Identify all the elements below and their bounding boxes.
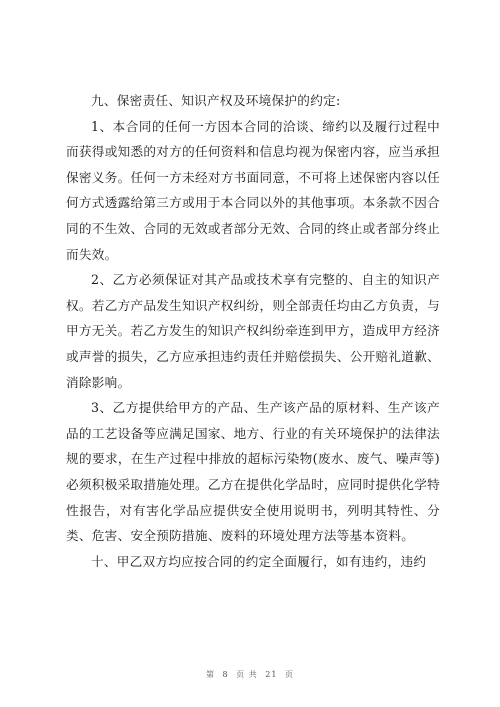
- footer-middle: 页 共: [236, 670, 258, 679]
- document-body: [66, 88, 440, 574]
- paragraph-1: 1、本合同的任何一方因本合同的洽谈、缔约以及履行过程中而获得或知悉的对方的任何资料和信息均视为保密内容，应当承担保密义务。任何一方未经对方书面同意，不可将上述保密内容以任何方式透露给第三方或用于本合同以外的其他事项。本条款不因合同的不生效、合同的无效或者部分无效、合同的终止或者部分终止而失效。: [66, 118, 440, 262]
- footer-prefix: 第: [205, 670, 215, 679]
- paragraph-4: 十、甲乙双方均应按合同的约定全面履行，如有违约，违约: [91, 553, 427, 569]
- page-footer: [0, 669, 500, 680]
- paragraph-3: 3、乙方提供给甲方的产品、生产该产品的原材料、生产该产品的工艺设备等应满足国家、地方、行业的有关环境保护的法律法规的要求，在生产过程中排放的超标污染物(废水、废气、噪声等)必须积极采取措施处理。乙方在提供化学品时，应同时提供化学特性报告，对有害化学品应提供安全使用说明书，列明其特性、分类、危害、安全预防措施、废料的环境处理方法等基本资料。: [66, 400, 440, 544]
- footer-total-pages: 21: [265, 670, 278, 679]
- footer-suffix: 页: [285, 670, 294, 679]
- section-title: 九、保密责任、知识产权及环境保护的约定:: [91, 93, 341, 108]
- paragraph-2: 2、乙方必须保证对其产品或技术享有完整的、自主的知识产权。若乙方产品发生知识产权纠纷，则全部责任均由乙方负责，与甲方无关。若乙方发生的知识产权纠纷牵连到甲方，造成甲方经济或声誉的损失，乙方应承担违约责任并赔偿损失、公开赔礼道歉、消除影响。: [66, 272, 440, 390]
- footer-page-number: 8: [222, 670, 229, 679]
